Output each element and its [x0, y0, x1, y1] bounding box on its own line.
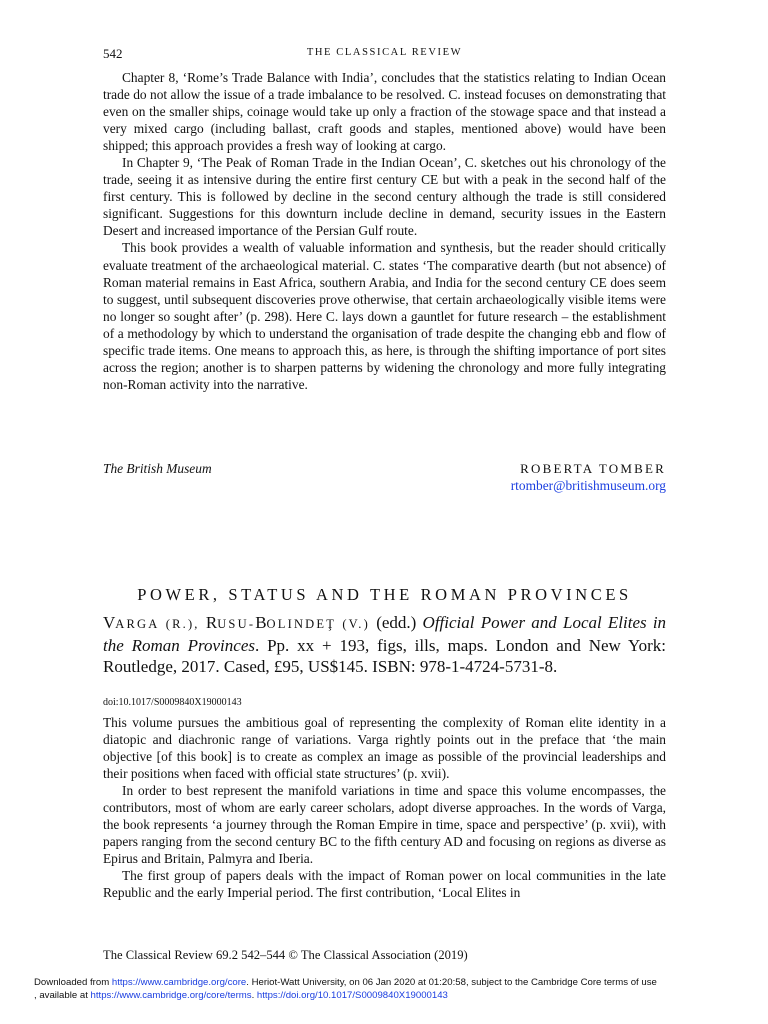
download-line-1 [34, 977, 754, 988]
book-details: . Pp. xx + 193, figs, ills, maps. London and New York: Routledge, 2017. Cased, £95, US$145. ISBN: 978-1-4724-5731-8. [103, 636, 666, 676]
book-citation: VARGA (R.), RUSU-BOLINDEŢ (V.) (edd.) Official Power and Local Elites in the Roman Provinces. Pp. xx + 193, figs, ills, maps. London and New York: Routledge, 2017. Cased, £95, US$145. ISBN: 978-1-4724-5731-8. [103, 613, 667, 676]
review-1-paragraph: Chapter 8, ‘Rome’s Trade Balance with India’, concludes that the statistics relating to Indian Ocean trade do not allow the issue of a trade imbalance to be resolved. C. instead focuses on demonstrating that even on the smaller ships, coinage would take up only a fraction of the stowage space and that instead a very mixed cargo (including ballast, craft goods and staples, mentioned above) would have been shipped; this approach provides a fresh way of looking at cargo. [103, 70, 666, 154]
editor2-surname-part2: OLINDEŢ [266, 617, 337, 631]
editor2-surname-part1: USU [217, 617, 249, 631]
editor2-abbr: (V.) [342, 617, 370, 631]
review-1-body [103, 69, 666, 393]
reviewer-email-link[interactable]: rtomber@britishmuseum.org [510, 478, 666, 493]
editors-label: (edd.) [376, 613, 417, 632]
editor2-initial: R [205, 613, 218, 632]
download-prefix: Downloaded from [34, 977, 112, 988]
link-separator: . [251, 990, 257, 1001]
page-number: 542 [103, 46, 123, 61]
doi-link[interactable]: https://doi.org/10.1017/S0009840X19000143 [256, 990, 448, 1001]
editor1-initial: V [103, 613, 116, 632]
review-2-paragraph: In order to best represent the manifold variations in time and space this volume encompasses, the contributors, most of whom are early career scholars, adopt diverse approaches. In the words of Varga, the book represents ‘a journey through the Roman Empire in time, space and perspective’ (p. xvii), with papers ranging from the second century BC to the fifth century AD and focusing on regions as diverse as Epirus and Britain, Palmyra and Iberia. [103, 783, 666, 867]
page-header [103, 46, 666, 64]
editor2-initial-2: B [255, 613, 267, 632]
reviewer-name: ROBERTA TOMBER [520, 461, 666, 476]
editor1-abbr: (R.), [165, 617, 200, 631]
cambridge-core-link[interactable]: https://www.cambridge.org/core [111, 977, 247, 988]
section-title: POWER, STATUS AND THE ROMAN PROVINCES [137, 585, 632, 604]
review-1-paragraph: In Chapter 9, ‘The Peak of Roman Trade in the Indian Ocean’, C. sketches out his chronology of the trade, seeing it as intensive during the entire first century CE but with a peak in the second half of the first century. This is followed by decline in the second century although the trade is still considered significant. Suggestions for this downturn include decline in demand, security issues in the Eastern Desert and increased importance of the Persian Gulf route. [103, 155, 666, 239]
download-line-2 [34, 990, 754, 1001]
terms-link[interactable]: https://www.cambridge.org/core/terms [90, 990, 252, 1001]
reviewer-affiliation: The British Museum [103, 461, 212, 476]
running-title: THE CLASSICAL REVIEW [306, 47, 463, 58]
review-2-paragraph: This volume pursues the ambitious goal of representing the complexity of Roman elite identity in a diatopic and diachronic range of variations. Varga rightly points out in the preface that ‘the main objective [of this book] is to create as complex an image as possible of the provincial leaderships and their positions when faced with official state structures’ (p. xvii). [103, 715, 666, 782]
journal-footer: The Classical Review 69.2 542–544 © The Classical Association (2019) [103, 948, 468, 962]
editor1-surname: ARGA [115, 617, 160, 631]
book-title: Official Power and Local Elites in the Roman Provinces [103, 613, 667, 655]
review-1-paragraph: This book provides a wealth of valuable information and synthesis, but the reader should critically evaluate treatment of the archaeological material. C. states ‘The comparative dearth (but not absence) of Roman material remains in East Africa, southern Arabia, and India for the second century CE does seem to suggest, until subsequent discoveries prove otherwise, that certain archaeologically visible items were no longer so sought after’ (p. 298). Here C. lays down a gauntlet for future research – the establishment of a methodology by which to understand the organisation of trade despite the changing ebb and flow of specific trade items. One means to approach this, as here, is through the shifting importance of port sites across the region; another is to sharpen patterns by widening the chronology and more fully integrating non-Roman activity into the narrative. [103, 240, 666, 392]
review-2-paragraph: The first group of papers deals with the impact of Roman power on local communities in the late Republic and the early Imperial period. The first contribution, ‘Local Elites in [103, 868, 666, 901]
doi: doi:10.1017/S0009840X19000143 [103, 697, 242, 708]
download-info: . Heriot-Watt University, on 06 Jan 2020 at 01:20:58, subject to the Cambridge Core terms of use [246, 977, 657, 988]
available-prefix: , available at [34, 990, 91, 1001]
review-2-body [103, 714, 666, 902]
